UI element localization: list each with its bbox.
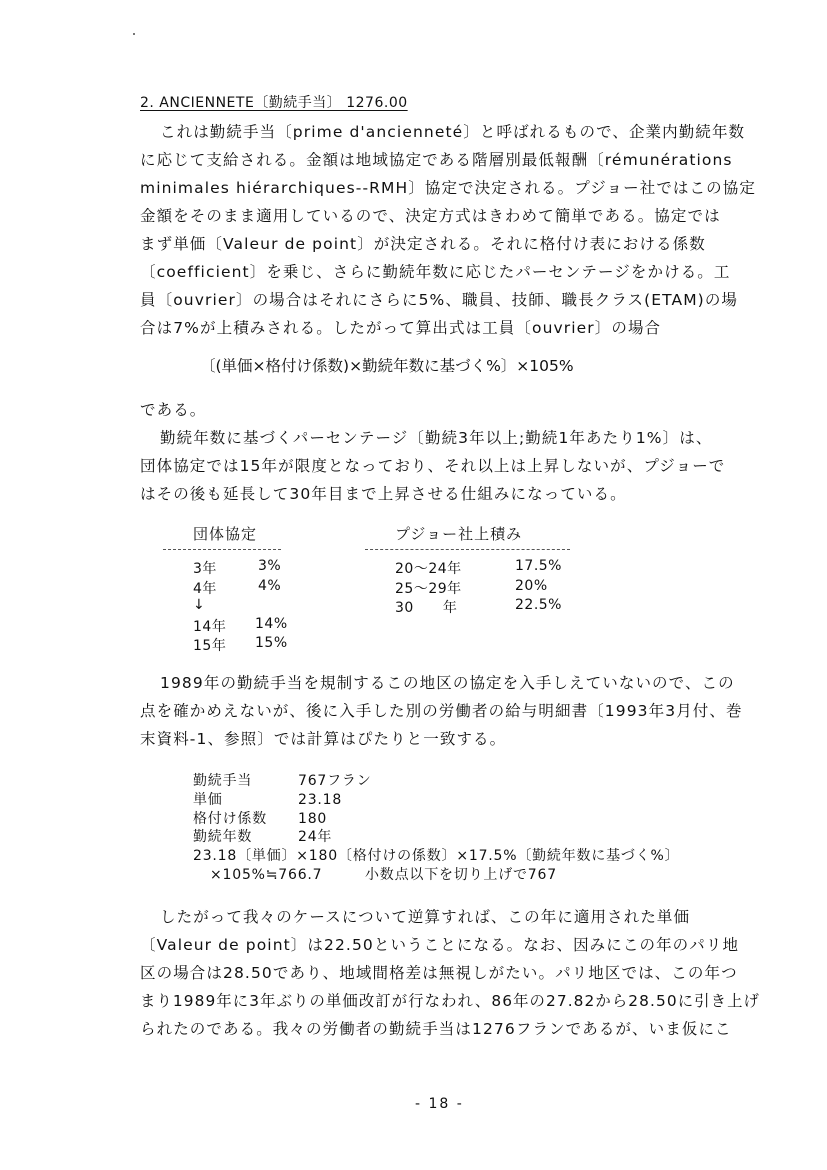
example-label: 勤続年数 [193,829,253,845]
table-cell-pct: 4% [258,578,282,594]
para3-line: 点を確かめえないが、後に入手した別の労働者の給与明細書〔1993年3月付、巻 [140,702,743,720]
table-cell-years: 4年 [193,581,217,597]
table-cell-pct: 20% [515,578,548,594]
para3-line: 1989年の勤続手当を規制するこの地区の協定を入手しえていないので、この [160,674,735,692]
para4-line: られたのである。我々の労働者の勤続手当は1276フランであるが、いま仮にこ [140,1020,732,1038]
table-header-peugeot-supplement: プジョー社上積み [395,525,523,543]
table-cell-pct: 17.5% [515,558,562,574]
example-calculation: 23.18〔単価〕×180〔格付けの係数〕×17.5%〔勤続年数に基づく%〕 [193,848,680,864]
table-rule-left [163,549,281,550]
table-cell-years: 25～29年 [395,581,462,597]
table-cell-pct: 15% [255,635,288,651]
para4-line: まり1989年に3年ぶりの単価改訂が行なわれ、86年の27.82から28.50に引き上げ [140,992,760,1010]
para1-line: これは勤続手当〔prime d'ancienneté〕と呼ばれるもので、企業内勤続年数 [160,123,746,141]
para2-line: 団体協定では15年が限度となっており、それ以上は上昇しないが、プジョーで [140,457,726,475]
para1-line: に応じて支給される。金額は地域協定である階層別最低報酬〔rémunérations [140,151,733,169]
example-value: 767フラン [298,773,372,789]
section-heading: 2. ANCIENNETE〔勤続手当〕 1276.00 [140,95,408,111]
example-value: 180 [298,811,328,827]
table-cell-arrow: ↓ [193,597,206,613]
table-cell-years: 14年 [193,619,227,635]
table-cell-pct: 14% [255,616,288,632]
para2-line: はその後も延長して30年目まで上昇させる仕組みになっている。 [140,485,627,503]
para1-line: 金額をそのまま適用しているので、決定方式はきわめて簡単である。協定では [140,207,721,225]
example-label: 格付け係数 [193,811,267,827]
table-cell-pct: 22.5% [515,597,562,613]
table-rule-right [365,549,570,550]
example-calculation-result: ×105%≒766.7 [210,867,323,883]
para4-line: したがって我々のケースについて逆算すれば、この年に適用された単価 [160,908,691,926]
page-number: - 18 - [415,1096,464,1112]
table-cell-pct: 3% [258,558,282,574]
para1-line: 〔coefficient〕を乗じ、さらに勤続年数に応じたパーセンテージをかける。工 [140,263,731,281]
para2-line: 勤続年数に基づくパーセンテージ〔勤続3年以上;勤続1年あたり1%〕は、 [160,429,713,447]
table-cell-years: 30 年 [395,600,458,616]
para1-line: まず単価〔Valeur de point〕が決定される。それに格付け表における係数 [140,235,706,253]
table-cell-years: 15年 [193,638,227,654]
example-rounding-note: 小数点以下を切り上げで767 [365,867,557,883]
table-cell-years: 3年 [193,561,217,577]
para4-line: 区の場合は28.50であり、地域間格差は無視しがたい。パリ地区では、この年つ [140,964,738,982]
example-label: 勤続手当 [193,773,253,789]
para1-line: minimales hiérarchiques--RMH〕協定で決定される。プジョー社ではこの協定 [140,179,756,197]
table-header-collective-agreement: 団体協定 [193,525,258,543]
para1-line: 合は7%が上積みされる。したがって算出式は工員〔ouvrier〕の場合 [140,319,662,337]
example-value: 23.18 [298,792,343,808]
scan-speck [133,33,135,35]
para1-line: 員〔ouvrier〕の場合はそれにさらに5%、職員、技師、職長クラス(ETAM)の場 [140,291,739,309]
table-cell-years: 20～24年 [395,561,462,577]
example-value: 24年 [298,829,333,845]
after-formula-text: である。 [140,401,207,419]
example-label: 単価 [193,792,223,808]
para3-line: 末資料-1、参照〕では計算はぴたりと一致する。 [140,730,507,748]
para4-line: 〔Valeur de point〕は22.50ということになる。なお、因みにこの年のパリ地 [140,936,740,954]
formula: 〔(単価×格付け係数)×勤続年数に基づく%〕×105% [200,357,574,375]
